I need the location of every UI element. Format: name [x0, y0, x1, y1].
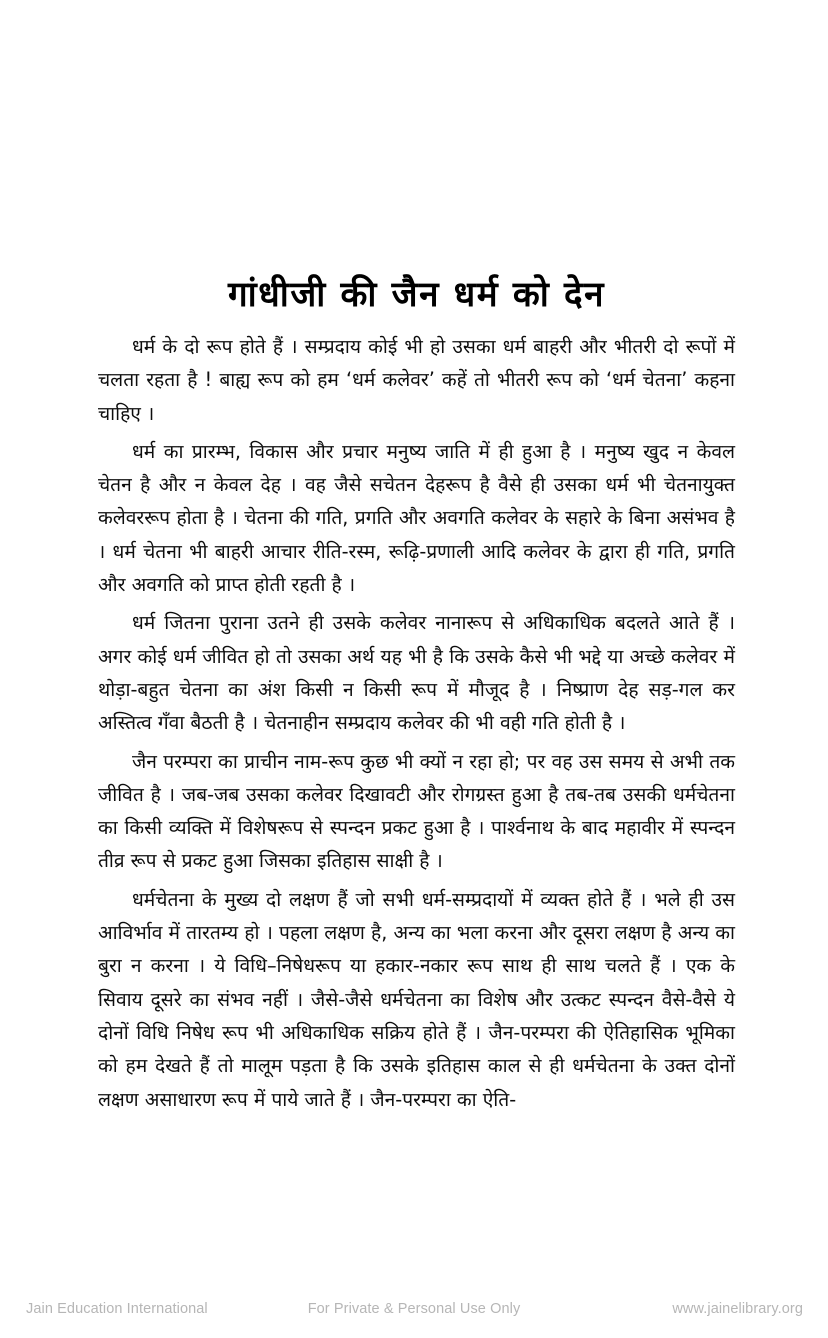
paragraph: धर्म का प्रारम्भ, विकास और प्रचार मनुष्य जाति में ही हुआ है । मनुष्य खुद न केवल चेतन है और न केवल देह । वह जैसे सचेतन देहरूप है वैसे ही उसका धर्म भी चेतनायुक्त कलेवररूप होता है । चेतना की गति, प्रगति और अवगति कलेवर के सहारे के बिना असंभव है । धर्म चेतना भी बाहरी आचार रीति-रस्म, रूढ़ि-प्रणाली आदि कलेवर के द्वारा ही गति, प्रगति और अवगति को प्राप्त होती रहती है ।: [98, 439, 735, 597]
paragraph: धर्मचेतना के मुख्य दो लक्षण हैं जो सभी धर्म-सम्प्रदायों में व्यक्त होते हैं । भले ही उस आविर्भाव में तारतम्य हो । पहला लक्षण है, अन्य का भला करना और दूसरा लक्षण है अन्य का बुरा न करना । ये विधि–निषेधरूप या हकार-नकार रूप साथ ही साथ चलते हैं । एक के सिवाय दूसरे का संभव नहीं । जैसे-जैसे धर्मचेतना का विशेष और उत्कट स्पन्दन वैसे-वैसे ये दोनों विधि निषेध रूप भी अधिकाधिक सक्रिय होते हैं । जैन-परम्परा की ऐतिहासिक भूमिका को हम देखते हैं तो मालूम पड़ता है कि उसके इतिहास काल से ही धर्मचेतना के उक्त दोनों लक्षण असाधारण रूप में पाये जाते हैं । जैन-परम्परा का ऐति-: [98, 887, 735, 1111]
footer-publisher-label: Jain Education International: [26, 1301, 208, 1317]
body-text-block: [98, 330, 735, 1116]
page-title: गांधीजी की जैन धर्म को देन: [227, 275, 606, 316]
paragraph: जैन परम्परा का प्राचीन नाम-रूप कुछ भी क्यों न रहा हो; पर वह उस समय से अभी तक जीवित है । जब-जब उसका कलेवर दिखावटी और रोगग्रस्त हुआ है तब-तब उसकी धर्मचेतना का किसी व्यक्ति में विशेषरूप से स्पन्दन प्रकट हुआ है । पार्श्वनाथ के बाद महावीर में स्पन्दन तीव्र रूप से प्रकट हुआ जिसका इतिहास साक्षी है ।: [98, 749, 735, 873]
page-footer: [0, 1296, 828, 1322]
paragraph: धर्म के दो रूप होते हैं । सम्प्रदाय कोई भी हो उसका धर्म बाहरी और भीतरी दो रूपों में चलता रहता है ! बाह्य रूप को हम ‘धर्म कलेवर’ कहें तो भीतरी रूप को ‘धर्म चेतना’ कहना चाहिए ।: [98, 335, 735, 425]
footer-website-url[interactable]: www.jainelibrary.org: [672, 1301, 803, 1317]
footer-usage-notice: For Private & Personal Use Only: [307, 1301, 521, 1317]
paragraph: धर्म जितना पुराना उतने ही उसके कलेवर नानारूप से अधिकाधिक बदलते आते हैं । अगर कोई धर्म जीवित हो तो उसका अर्थ यह भी है कि उसके कैसे भी भद्दे या अच्छे कलेवर में थोड़ा-बहुत चेतना का अंश किसी न किसी रूप में मौजूद है । निष्प्राण देह सड़-गल कर अस्तित्व गँवा बैठती है । चेतनाहीन सम्प्रदाय कलेवर की भी वही गति होती है ।: [98, 611, 735, 735]
